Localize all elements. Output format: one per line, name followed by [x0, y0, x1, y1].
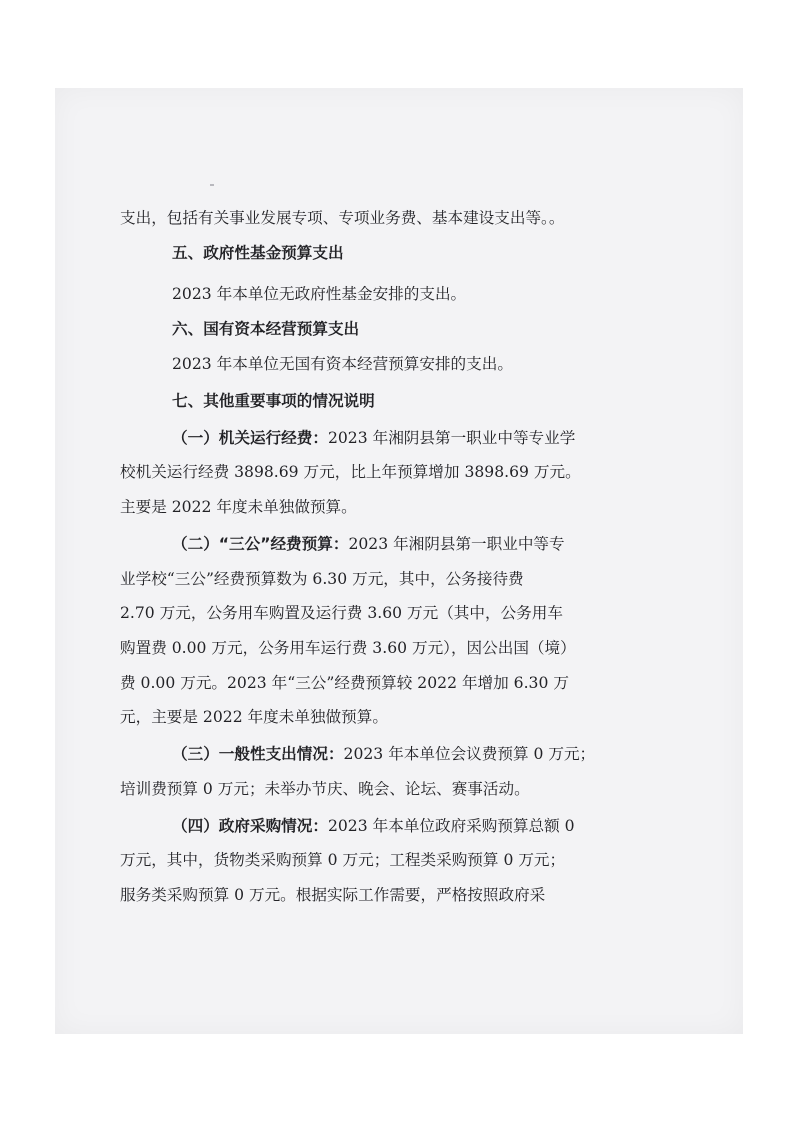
item-1-label: （一）机关运行经费：: [172, 429, 328, 447]
speck-mark: [210, 184, 214, 186]
item-3-line-2: 培训费预算 0 万元；未举办节庆、晚会、论坛、赛事活动。: [120, 780, 530, 798]
item-2-first-line: [172, 534, 565, 554]
item-1-text: 2023 年湘阴县第一职业中等专业学: [327, 429, 576, 447]
item-1-first-line: [172, 428, 575, 448]
paragraph-5: 2023 年本单位无政府性基金安排的支出。: [172, 285, 467, 303]
item-2-line-5: 费 0.00 万元。2023 年“三公”经费预算较 2022 年增加 6.30 万: [120, 674, 569, 692]
item-2-line-4: 购置费 0.00 万元，公务用车运行费 3.60 万元），因公出国（境）: [120, 639, 576, 657]
item-4-line-2: 万元，其中，货物类采购预算 0 万元；工程类采购预算 0 万元；: [120, 851, 566, 869]
section-heading-5: 五、政府性基金预算支出: [172, 244, 344, 262]
section-heading-6: 六、国有资本经营预算支出: [172, 320, 360, 338]
item-3-label: （三）一般性支出情况：: [172, 745, 344, 763]
item-4-label: （四）政府采购情况：: [172, 817, 328, 835]
item-3-first-line: [172, 744, 595, 764]
item-3-text: 2023 年本单位会议费预算 0 万元；: [343, 745, 596, 763]
item-2-line-3: 2.70 万元，公务用车购置及运行费 3.60 万元（其中，公务用车: [120, 604, 563, 622]
paragraph-continuation: 支出，包括有关事业发展专项、专项业务费、基本建设支出等。。: [120, 209, 565, 227]
item-2-line-2: 业学校“三公”经费预算数为 6.30 万元，其中，公务接待费: [120, 570, 524, 588]
section-heading-7: 七、其他重要事项的情况说明: [172, 392, 375, 410]
item-1-line-3: 主要是 2022 年度未单独做预算。: [120, 498, 357, 516]
item-2-label: （二）“三公”经费预算：: [172, 535, 349, 553]
item-2-text: 2023 年湘阴县第一职业中等专: [348, 535, 565, 553]
paragraph-6: 2023 年本单位无国有资本经营预算安排的支出。: [172, 355, 513, 373]
item-1-line-2: 校机关运行经费 3898.69 万元，比上年预算增加 3898.69 万元。: [120, 463, 581, 481]
item-4-text: 2023 年本单位政府采购预算总额 0: [327, 817, 575, 835]
item-4-first-line: [172, 816, 575, 836]
item-4-line-3: 服务类采购预算 0 万元。根据实际工作需要，严格按照政府采: [120, 886, 546, 904]
item-2-line-6: 元，主要是 2022 年度未单独做预算。: [120, 708, 388, 726]
